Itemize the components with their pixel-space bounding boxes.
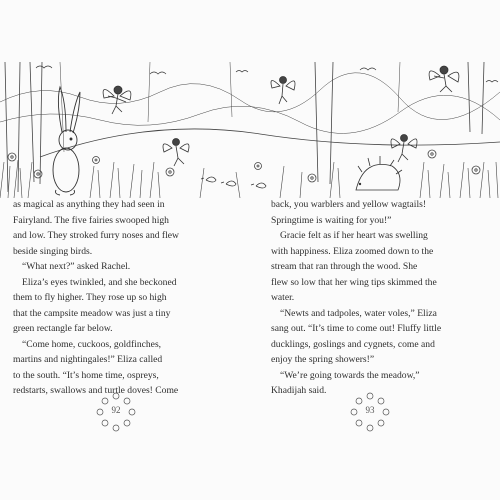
text-line: Fairyland. The five fairies swooped high <box>13 214 169 226</box>
text-line: “We’re going towards the meadow,” <box>280 369 420 381</box>
text-line: as magical as anything they had seen in <box>13 199 165 210</box>
hedgehog-drawing <box>356 156 402 190</box>
page-number-right <box>350 392 390 432</box>
rabbit-drawing <box>53 87 80 195</box>
bird-drawings <box>36 66 498 82</box>
text-line: Khadijah said. <box>271 385 327 396</box>
text-line: enjoy the spring showers!” <box>271 354 375 365</box>
text-line: redstarts, swallows and turtle doves! Come <box>13 385 179 396</box>
page-number-left <box>96 392 136 432</box>
text-line: and low. They stroked furry noses and flew <box>13 230 179 241</box>
trees <box>5 62 484 192</box>
text-line: back, you warblers and yellow wagtails! <box>271 199 427 210</box>
text-line: green rectangle far below. <box>13 323 113 334</box>
text-line: sang out. “It’s time to come out! Fluffy little <box>271 323 442 334</box>
text-line: them to fly higher. They rose up so high <box>13 292 167 303</box>
text-line: Springtime is waiting for you!” <box>271 214 392 226</box>
text-line: “What next?” asked Rachel. <box>22 261 131 272</box>
duckling-drawings <box>201 177 266 188</box>
text-line: that the campsite meadow was just a tiny <box>13 307 171 319</box>
text-line: beside singing birds. <box>13 245 93 257</box>
woodland-illustration <box>0 62 500 198</box>
text-line: flew so low that her wing tips skimmed the <box>271 276 437 288</box>
fairy-drawings <box>103 66 459 166</box>
text-line: Gracie felt as if her heart was swelling <box>280 230 428 241</box>
text-line: stream that ran through the wood. She <box>271 261 418 272</box>
text-line: water. <box>271 292 295 303</box>
page-number-text: 92 <box>111 405 121 415</box>
text-line: Eliza’s eyes twinkled, and she beckoned <box>22 276 177 288</box>
text-line: “Newts and tadpoles, water voles,” Eliza <box>280 307 437 319</box>
text-line: martins and nightingales!” Eliza called <box>13 354 163 365</box>
right-page-text <box>271 197 473 399</box>
text-line: to the south. “It’s home time, ospreys, <box>13 369 159 381</box>
left-page-text <box>13 197 215 399</box>
text-line: ducklings, goslings and cygnets, come and <box>271 338 435 350</box>
text-line: with happiness. Eliza zoomed down to the <box>271 245 434 257</box>
text-line: “Come home, cuckoos, goldfinches, <box>22 338 162 350</box>
page-number-text: 93 <box>365 405 375 415</box>
